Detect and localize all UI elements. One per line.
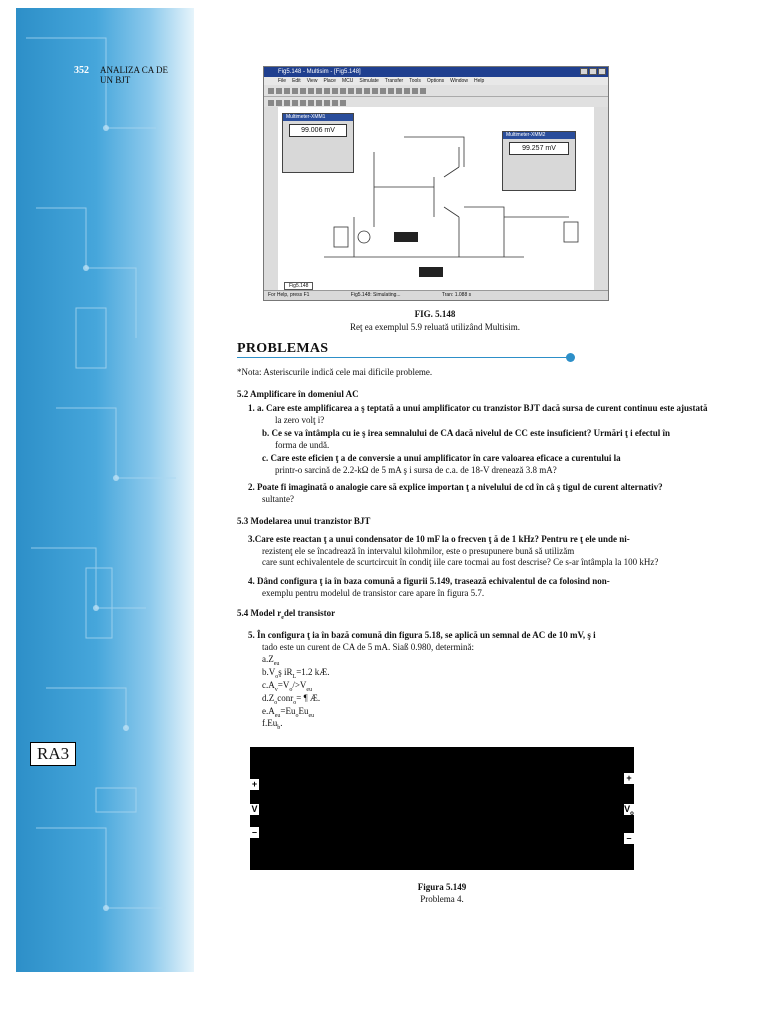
figure-5-149-image (250, 747, 634, 870)
section-rule-dot (566, 353, 575, 362)
menu-item: Help (473, 78, 485, 84)
toolbar (264, 85, 608, 97)
circuit-pattern (16, 8, 194, 972)
figure-label: Figura 5.149 (417, 882, 467, 892)
window-titlebar (264, 67, 608, 77)
problem-text: tado este un curent de CA de 5 mA. Siaß 0.980, determină: (262, 642, 474, 652)
problem-text: 4. Dând configura ţ ia în baza comună a figurii 5.149, trasează echivalentul de ca folosind non- (248, 576, 610, 586)
problem-text: sultante? (262, 494, 294, 504)
terminal-v-left: V (251, 804, 258, 814)
multimeter-xmm1: Multimeter-XMM1 99.006 mV (282, 113, 354, 173)
problem-text: 3.Care este reactan ţ a unui condensator de 10 mF la o frecven ţ ă de 1 kHz? Pentru re ţ ele unde ni- (248, 534, 630, 544)
menu-item: Transfer (384, 78, 404, 84)
problem-text: rezistenţ ele se încadrează în intervalul kilohmilor, este o presupunere bună să utilizăm (262, 546, 575, 556)
page-number: 352 (74, 65, 89, 76)
figure-caption: Problema 4. (420, 894, 464, 904)
problem-text: printr-o sarcină de 2.2-kΩ de 5 mA ş i sursa de c.a. de 18-V drenează 3.8 mA? (275, 465, 557, 475)
problem-text: 1. a. Care este amplificarea a ş teptată a unui amplificator cu tranzistor BJT dacă sursa de curent continuu este ajustată (248, 403, 708, 413)
sidebar-marker: RA3 (30, 742, 76, 766)
terminal-minus-right: – (624, 833, 634, 844)
maximize-icon (589, 68, 597, 75)
problem-item-f: $f.Eu_b$. (262, 718, 283, 731)
problem-text: la zero volţ i? (275, 415, 325, 425)
window-title: Fig5.148 - Multisim - [Fig5.148] (278, 69, 361, 75)
terminal-plus-left: + (251, 779, 258, 789)
problem-text: 5. În configura ţ ia în bază comună din figura 5.18, se aplică un semnal de AC de 10 mV, ş i (248, 630, 596, 640)
menu-item: MCU (341, 78, 354, 84)
terminal-v-right: $V_o$ (624, 804, 634, 817)
multimeter-xmm2: Multimeter-XMM2 99.257 mV (502, 131, 576, 191)
problem-text: c. Care este eficien ţ a de conversie a unui amplificator în care valoarea eficace a curentului la (262, 453, 621, 463)
problem-text: care sunt echivalentele de scurtcircuit în condiţ iile care tocmai au fost descrise? Ce s-ar întâmpla la 100 kHz? (262, 557, 659, 567)
menu-item: Tools (409, 78, 421, 84)
menu-bar (264, 77, 608, 85)
section-rule (237, 357, 571, 358)
sheet-tab: Fig5.148 (284, 282, 313, 290)
problem-item-d: $d.Z_oconr_o=$ ¶ Æ. (262, 693, 321, 706)
problem-text: exemplu pentru modelul de transistor care apare în figura 5.7. (262, 588, 485, 598)
section-heading-5-3: 5.3 Modelarea unui tranzistor BJT (237, 516, 371, 526)
problem-text: 2. Poate fi imaginată o analogie care să explice importan ţ a nivelului de cd în câ ş tigul de curent alternativ? (248, 482, 663, 492)
multisim-screenshot (263, 66, 609, 301)
figure-label: FIG. 5.148 (414, 309, 456, 319)
menu-item: Window (450, 78, 468, 84)
running-header: ANALIZA CA DE UN BJT (100, 65, 168, 85)
problem-text: b. Ce se va întâmpla cu ie ş irea semnalului de CA dacă nivelul de CC este insuficient? Urmări ţ i efectul în (262, 428, 671, 438)
terminal-minus-left: – (251, 827, 257, 837)
menu-item: Options (426, 78, 445, 84)
meter-reading: 99.257 mV (509, 142, 569, 155)
menu-item: Place (323, 78, 336, 84)
decorative-sidebar (16, 8, 194, 972)
problem-item-b: $b.V_oş$ $iR_L=1.2$ kÆ. (262, 667, 330, 680)
menu-item: Simulate (359, 78, 379, 84)
problem-item-e: $e.A_{eu}=Eu_oEu_{eu}$ (262, 706, 315, 719)
section-title: PROBLEMAS (237, 341, 329, 356)
schematic-canvas (264, 107, 608, 291)
section-heading-5-2: 5.2 Amplificare în domeniul AC (237, 389, 359, 399)
terminal-plus-right: + (624, 773, 634, 784)
status-bar: For Help, press F1 Fig5.148: Simulating... Tran: 1.088 s (264, 290, 608, 300)
problem-item-a: $a.Z_{eu}$ (262, 654, 280, 667)
menu-item: Edit (292, 78, 301, 84)
note: *Nota: Asteriscurile indică cele mai dificile probleme. (237, 367, 433, 377)
menu-item: File (278, 78, 287, 84)
close-icon (598, 68, 606, 75)
problem-item-c: $c.A_v=V_o/>V_{eu}$ (262, 680, 313, 693)
meter-reading: 99.006 mV (289, 124, 347, 137)
minimize-icon (580, 68, 588, 75)
problem-text: forma de undă. (275, 440, 330, 450)
section-heading-5-4: 5.4 Model $r_edel$ transistor (237, 608, 336, 621)
menu-item: View (306, 78, 318, 84)
figure-caption: Reţ ea exemplul 5.9 reluată utilizând Multisim. (350, 322, 520, 332)
